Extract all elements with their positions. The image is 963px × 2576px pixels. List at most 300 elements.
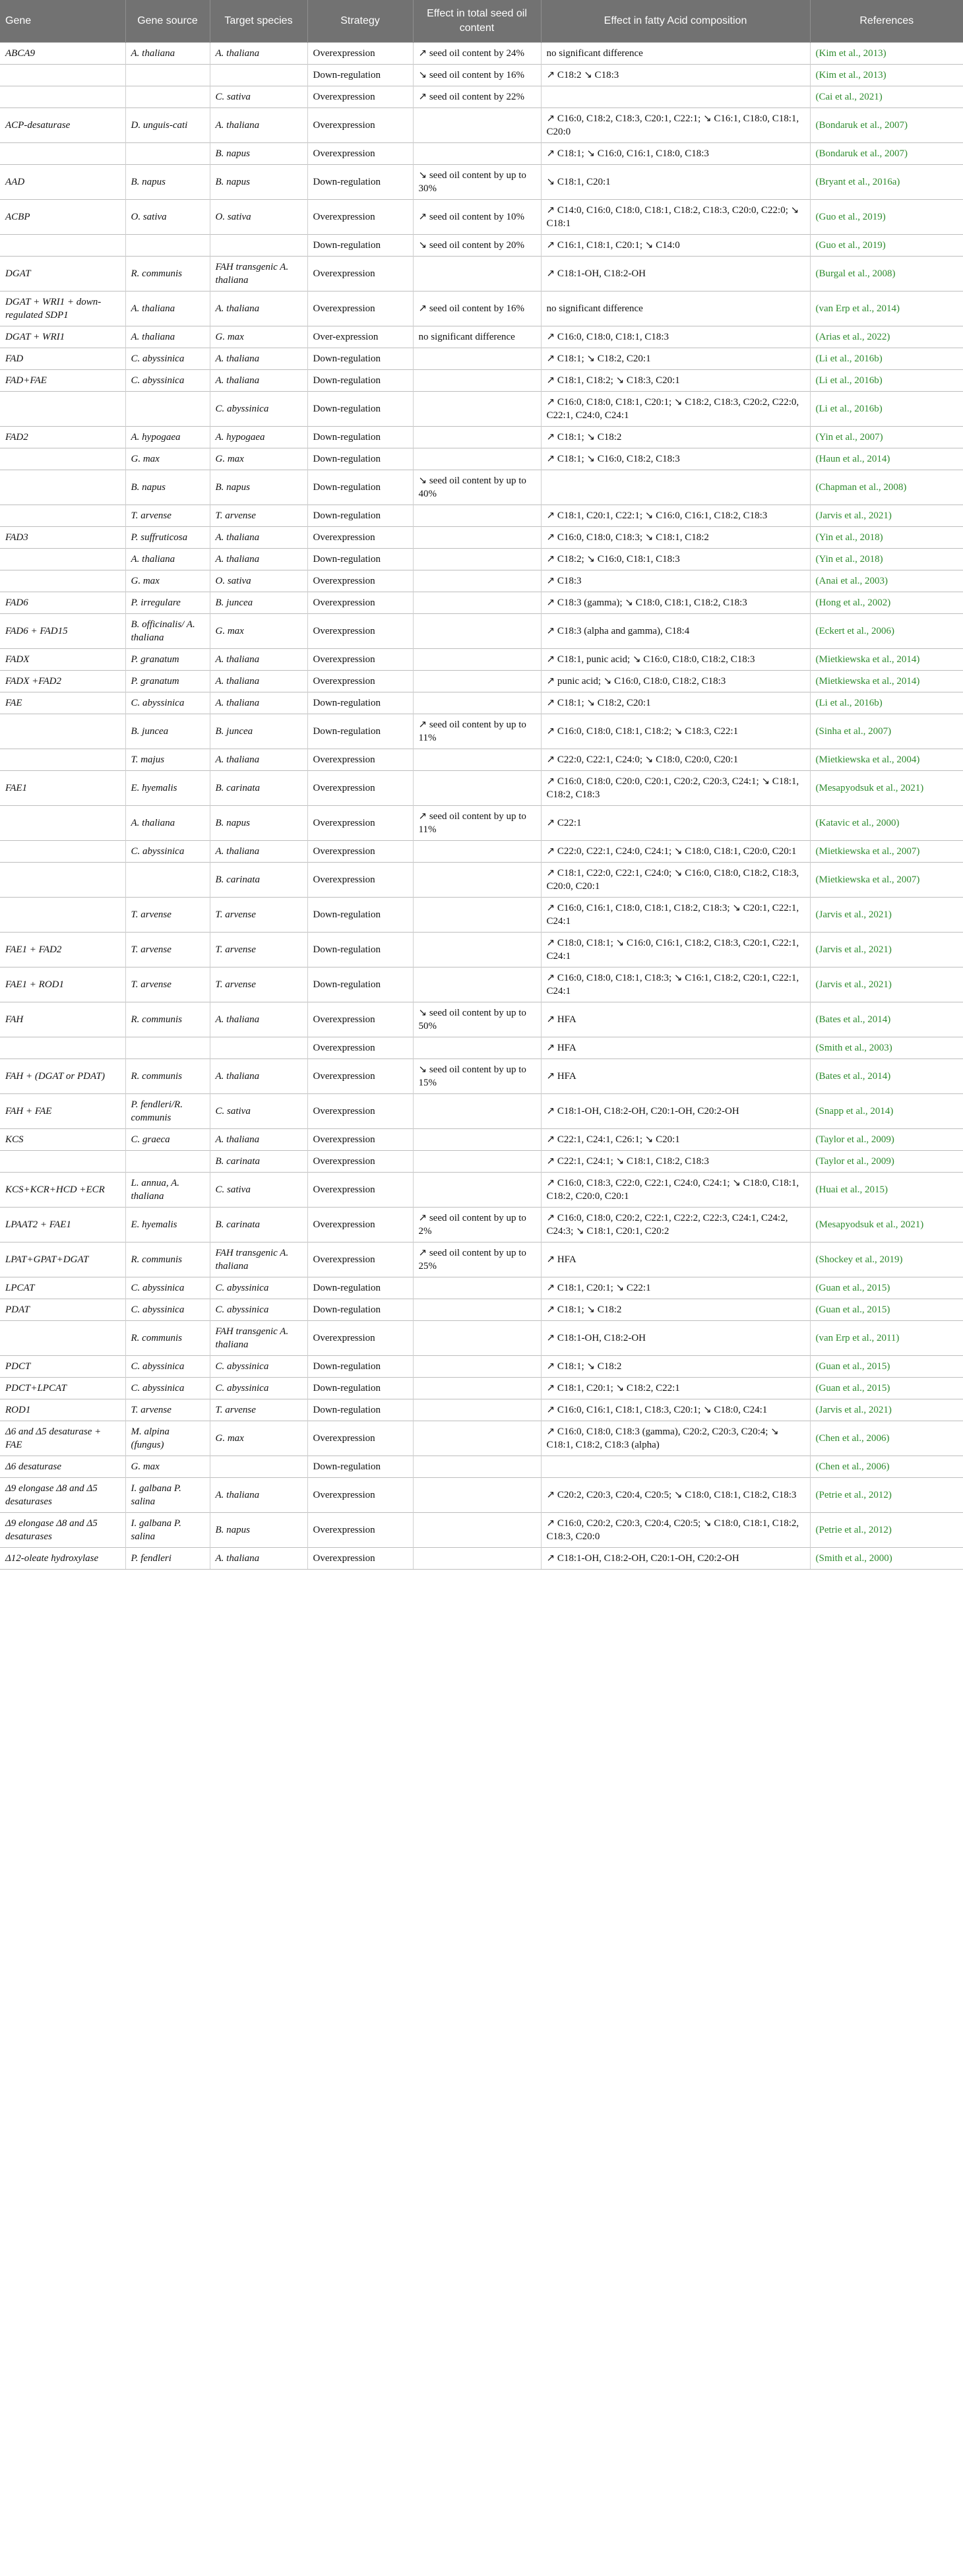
target-species-cell: T. arvense — [210, 505, 307, 527]
gene-source-cell: A. hypogaea — [125, 427, 210, 448]
gene-source-cell: C. abyssinica — [125, 1299, 210, 1321]
reference-cell[interactable]: (Li et al., 2016b) — [810, 392, 963, 427]
fatty-acid-cell: ↗ C18:3 (gamma); ↘ C18:0, C18:1, C18:2, C18:3 — [541, 592, 810, 614]
strategy-cell: Down-regulation — [307, 898, 413, 933]
target-species-cell: A. thaliana — [210, 108, 307, 143]
reference-cell[interactable]: (Bates et al., 2014) — [810, 1002, 963, 1037]
reference-cell[interactable]: (Mietkiewska et al., 2007) — [810, 863, 963, 898]
target-species-cell: A. thaliana — [210, 671, 307, 692]
gene-cell: ROD1 — [0, 1399, 125, 1421]
reference-cell[interactable]: (Jarvis et al., 2021) — [810, 1399, 963, 1421]
strategy-cell: Overexpression — [307, 649, 413, 671]
oil-content-cell — [413, 771, 541, 806]
target-species-cell: T. arvense — [210, 1399, 307, 1421]
reference-cell[interactable]: (Sinha et al., 2007) — [810, 714, 963, 749]
gene-cell: PDCT+LPCAT — [0, 1378, 125, 1399]
reference-cell[interactable]: (Bondaruk et al., 2007) — [810, 143, 963, 165]
gene-cell: FAE1 — [0, 771, 125, 806]
reference-cell[interactable]: (Mietkiewska et al., 2014) — [810, 649, 963, 671]
reference-cell[interactable]: (Anai et al., 2003) — [810, 570, 963, 592]
table-row — [0, 967, 963, 1002]
reference-cell[interactable]: (Guo et al., 2019) — [810, 235, 963, 257]
target-species-cell: B. napus — [210, 1513, 307, 1548]
table-row — [0, 505, 963, 527]
target-species-cell: B. napus — [210, 470, 307, 505]
target-species-cell: A. thaliana — [210, 1478, 307, 1513]
gene-source-cell: B. napus — [125, 470, 210, 505]
gene-cell: PDAT — [0, 1299, 125, 1321]
fatty-acid-cell: ↗ C16:0, C20:2, C20:3, C20:4, C20:5; ↘ C18:0, C18:1, C18:2, C18:3, C20:0 — [541, 1513, 810, 1548]
header-oil-content: Effect in total seed oil content — [413, 0, 541, 43]
strategy-cell: Overexpression — [307, 1037, 413, 1059]
gene-cell: Δ9 elongase Δ8 and Δ5 desaturases — [0, 1513, 125, 1548]
target-species-cell: A. hypogaea — [210, 427, 307, 448]
strategy-cell: Down-regulation — [307, 370, 413, 392]
target-species-cell: A. thaliana — [210, 749, 307, 771]
oil-content-cell — [413, 549, 541, 570]
gene-source-cell: A. thaliana — [125, 806, 210, 841]
table-row — [0, 165, 963, 200]
reference-cell[interactable]: (Mietkiewska et al., 2004) — [810, 749, 963, 771]
reference-cell[interactable]: (Guo et al., 2019) — [810, 200, 963, 235]
gene-cell: FAD — [0, 348, 125, 370]
table-row — [0, 614, 963, 649]
reference-cell[interactable]: (Jarvis et al., 2021) — [810, 967, 963, 1002]
gene-source-cell: B. juncea — [125, 714, 210, 749]
fatty-acid-cell: ↗ C18:3 (alpha and gamma), C18:4 — [541, 614, 810, 649]
reference-cell[interactable]: (Shockey et al., 2019) — [810, 1242, 963, 1277]
reference-cell[interactable]: (Yin et al., 2018) — [810, 527, 963, 549]
reference-cell[interactable]: (Smith et al., 2000) — [810, 1548, 963, 1570]
gene-source-cell: L. annua, A. thaliana — [125, 1173, 210, 1208]
gene-cell: Δ6 desaturase — [0, 1456, 125, 1478]
strategy-cell: Down-regulation — [307, 1399, 413, 1421]
table-row — [0, 714, 963, 749]
fatty-acid-cell: ↗ C18:1, punic acid; ↘ C16:0, C18:0, C18:2, C18:3 — [541, 649, 810, 671]
oil-content-cell — [413, 1299, 541, 1321]
oil-content-cell — [413, 1321, 541, 1356]
gene-cell: Δ12-oleate hydroxylase — [0, 1548, 125, 1570]
table-row — [0, 200, 963, 235]
gene-cell: DGAT + WRI1 — [0, 326, 125, 348]
oil-content-cell — [413, 143, 541, 165]
gene-source-cell: G. max — [125, 570, 210, 592]
reference-cell[interactable]: (Haun et al., 2014) — [810, 448, 963, 470]
oil-content-cell — [413, 898, 541, 933]
gene-source-cell: G. max — [125, 1456, 210, 1478]
gene-source-cell: C. graeca — [125, 1129, 210, 1151]
table-row — [0, 692, 963, 714]
reference-cell[interactable]: (Guan et al., 2015) — [810, 1277, 963, 1299]
reference-cell[interactable]: (Guan et al., 2015) — [810, 1299, 963, 1321]
strategy-cell: Overexpression — [307, 43, 413, 65]
strategy-cell: Overexpression — [307, 1129, 413, 1151]
oil-content-cell — [413, 1173, 541, 1208]
gene-source-cell: E. hyemalis — [125, 1208, 210, 1242]
target-species-cell: T. arvense — [210, 967, 307, 1002]
gene-source-cell — [125, 235, 210, 257]
gene-cell: LPAT+GPAT+DGAT — [0, 1242, 125, 1277]
fatty-acid-cell: ↗ C18:1, C22:0, C22:1, C24:0; ↘ C16:0, C18:0, C18:2, C18:3, C20:0, C20:1 — [541, 863, 810, 898]
gene-cell: FAD+FAE — [0, 370, 125, 392]
oil-content-cell — [413, 1421, 541, 1456]
gene-cell: FAH + FAE — [0, 1094, 125, 1129]
oil-content-cell — [413, 614, 541, 649]
oil-content-cell — [413, 257, 541, 291]
target-species-cell: T. arvense — [210, 898, 307, 933]
gene-source-cell: T. arvense — [125, 933, 210, 967]
table-row — [0, 1548, 963, 1570]
strategy-cell: Overexpression — [307, 806, 413, 841]
fatty-acid-cell: ↗ C16:0, C18:0, C20:2, C22:1, C22:2, C22:3, C24:1, C24:2, C24:3; ↘ C18:1, C20:1, C20:2 — [541, 1208, 810, 1242]
strategy-cell: Overexpression — [307, 143, 413, 165]
reference-cell[interactable]: (Bates et al., 2014) — [810, 1059, 963, 1094]
target-species-cell: FAH transgenic A. thaliana — [210, 257, 307, 291]
gene-source-cell: O. sativa — [125, 200, 210, 235]
table-row — [0, 1378, 963, 1399]
reference-cell[interactable]: (Yin et al., 2007) — [810, 427, 963, 448]
target-species-cell: B. carinata — [210, 1151, 307, 1173]
reference-cell[interactable]: (Mesapyodsuk et al., 2021) — [810, 1208, 963, 1242]
reference-cell[interactable]: (Li et al., 2016b) — [810, 370, 963, 392]
target-species-cell: A. thaliana — [210, 1129, 307, 1151]
target-species-cell: A. thaliana — [210, 1002, 307, 1037]
reference-cell[interactable]: (Hong et al., 2002) — [810, 592, 963, 614]
strategy-cell: Down-regulation — [307, 1277, 413, 1299]
oil-content-cell: ↘ seed oil content by 20% — [413, 235, 541, 257]
target-species-cell: B. carinata — [210, 771, 307, 806]
reference-cell[interactable]: (Eckert et al., 2006) — [810, 614, 963, 649]
reference-cell[interactable]: (Burgal et al., 2008) — [810, 257, 963, 291]
gene-source-cell: T. arvense — [125, 967, 210, 1002]
strategy-cell: Overexpression — [307, 291, 413, 326]
strategy-cell: Overexpression — [307, 771, 413, 806]
reference-cell[interactable]: (Guan et al., 2015) — [810, 1378, 963, 1399]
target-species-cell: C. abyssinica — [210, 1356, 307, 1378]
gene-source-cell: A. thaliana — [125, 549, 210, 570]
table-row — [0, 1037, 963, 1059]
gene-cell — [0, 448, 125, 470]
target-species-cell: T. arvense — [210, 933, 307, 967]
gene-source-cell: B. napus — [125, 165, 210, 200]
target-species-cell: C. sativa — [210, 1173, 307, 1208]
strategy-cell: Down-regulation — [307, 348, 413, 370]
gene-source-cell — [125, 392, 210, 427]
oil-content-cell: no significant difference — [413, 326, 541, 348]
gene-source-cell: C. abyssinica — [125, 1356, 210, 1378]
gene-cell — [0, 143, 125, 165]
oil-content-cell — [413, 649, 541, 671]
reference-cell[interactable]: (Jarvis et al., 2021) — [810, 933, 963, 967]
oil-content-cell — [413, 863, 541, 898]
reference-cell[interactable]: (Petrie et al., 2012) — [810, 1513, 963, 1548]
oil-content-cell — [413, 692, 541, 714]
strategy-cell: Overexpression — [307, 200, 413, 235]
gene-source-cell — [125, 143, 210, 165]
reference-cell[interactable]: (Arias et al., 2022) — [810, 326, 963, 348]
table-row — [0, 291, 963, 326]
gene-cell — [0, 235, 125, 257]
reference-cell[interactable]: (Huai et al., 2015) — [810, 1173, 963, 1208]
strategy-cell: Down-regulation — [307, 470, 413, 505]
oil-content-cell: ↘ seed oil content by up to 50% — [413, 1002, 541, 1037]
gene-cell — [0, 1151, 125, 1173]
gene-source-cell: M. alpina (fungus) — [125, 1421, 210, 1456]
gene-source-cell — [125, 86, 210, 108]
fatty-acid-cell: ↗ C18:1; ↘ C18:2, C20:1 — [541, 692, 810, 714]
gene-source-cell: P. fendleri/R. communis — [125, 1094, 210, 1129]
gene-cell: FAH + (DGAT or PDAT) — [0, 1059, 125, 1094]
reference-cell[interactable]: (Mietkiewska et al., 2014) — [810, 671, 963, 692]
fatty-acid-cell: ↗ C18:1; ↘ C18:2 — [541, 427, 810, 448]
target-species-cell: A. thaliana — [210, 841, 307, 863]
table-row — [0, 257, 963, 291]
gene-cell: FAD3 — [0, 527, 125, 549]
fatty-acid-cell: ↗ HFA — [541, 1242, 810, 1277]
gene-source-cell: T. arvense — [125, 1399, 210, 1421]
strategy-cell: Overexpression — [307, 1548, 413, 1570]
strategy-cell: Overexpression — [307, 1173, 413, 1208]
oil-content-cell: ↗ seed oil content by 10% — [413, 200, 541, 235]
table-row — [0, 527, 963, 549]
table-row — [0, 43, 963, 65]
table-row — [0, 1299, 963, 1321]
reference-cell[interactable]: (Bondaruk et al., 2007) — [810, 108, 963, 143]
header-strategy: Strategy — [307, 0, 413, 43]
fatty-acid-cell: ↗ C16:0, C18:0, C18:1, C20:1; ↘ C18:2, C18:3, C20:2, C22:0, C22:1, C24:0, C24:1 — [541, 392, 810, 427]
gene-source-cell — [125, 65, 210, 86]
target-species-cell: A. thaliana — [210, 348, 307, 370]
table-row — [0, 549, 963, 570]
fatty-acid-cell: ↗ C22:1, C24:1, C26:1; ↘ C20:1 — [541, 1129, 810, 1151]
fatty-acid-cell: ↘ C18:1, C20:1 — [541, 165, 810, 200]
reference-cell[interactable]: (Katavic et al., 2000) — [810, 806, 963, 841]
gene-cell: FAE1 + FAD2 — [0, 933, 125, 967]
reference-cell[interactable]: (Jarvis et al., 2021) — [810, 505, 963, 527]
fatty-acid-cell: ↗ C18:1; ↘ C16:0, C18:2, C18:3 — [541, 448, 810, 470]
gene-cell: DGAT + WRI1 + down-regulated SDP1 — [0, 291, 125, 326]
target-species-cell: C. abyssinica — [210, 1378, 307, 1399]
strategy-cell: Over-expression — [307, 326, 413, 348]
table-row — [0, 108, 963, 143]
oil-content-cell: ↘ seed oil content by up to 30% — [413, 165, 541, 200]
fatty-acid-cell: ↗ C16:0, C18:0, C18:3; ↘ C18:1, C18:2 — [541, 527, 810, 549]
gene-cell: LPAAT2 + FAE1 — [0, 1208, 125, 1242]
target-species-cell: A. thaliana — [210, 370, 307, 392]
table-row — [0, 1094, 963, 1129]
gene-cell — [0, 1321, 125, 1356]
reference-cell[interactable]: (Mesapyodsuk et al., 2021) — [810, 771, 963, 806]
gene-source-cell: P. fendleri — [125, 1548, 210, 1570]
gene-cell: Δ6 and Δ5 desaturase + FAE — [0, 1421, 125, 1456]
reference-cell[interactable]: (Guan et al., 2015) — [810, 1356, 963, 1378]
gene-cell: FAE1 + ROD1 — [0, 967, 125, 1002]
reference-cell[interactable]: (Petrie et al., 2012) — [810, 1478, 963, 1513]
target-species-cell — [210, 235, 307, 257]
fatty-acid-cell: ↗ punic acid; ↘ C16:0, C18:0, C18:2, C18:3 — [541, 671, 810, 692]
table-row — [0, 86, 963, 108]
strategy-cell: Overexpression — [307, 1208, 413, 1242]
strategy-cell: Down-regulation — [307, 448, 413, 470]
strategy-cell: Overexpression — [307, 749, 413, 771]
strategy-cell: Down-regulation — [307, 65, 413, 86]
table-row — [0, 649, 963, 671]
gene-cell — [0, 863, 125, 898]
target-species-cell: A. thaliana — [210, 1059, 307, 1094]
oil-content-cell — [413, 1548, 541, 1570]
gene-source-cell: R. communis — [125, 1002, 210, 1037]
table-row — [0, 235, 963, 257]
reference-cell[interactable]: (Bryant et al., 2016a) — [810, 165, 963, 200]
strategy-cell: Overexpression — [307, 1002, 413, 1037]
oil-content-cell — [413, 1277, 541, 1299]
reference-cell[interactable]: (Kim et al., 2013) — [810, 43, 963, 65]
table-row — [0, 427, 963, 448]
fatty-acid-cell: ↗ C16:0, C18:0, C20:0, C20:1, C20:2, C20:3, C24:1; ↘ C18:1, C18:2, C18:3 — [541, 771, 810, 806]
table-row — [0, 749, 963, 771]
reference-cell[interactable]: (Snapp et al., 2014) — [810, 1094, 963, 1129]
strategy-cell: Overexpression — [307, 1321, 413, 1356]
table-row — [0, 1421, 963, 1456]
strategy-cell: Overexpression — [307, 614, 413, 649]
gene-source-cell: C. abyssinica — [125, 692, 210, 714]
table-row — [0, 1173, 963, 1208]
oil-content-cell — [413, 505, 541, 527]
reference-cell[interactable]: (Taylor et al., 2009) — [810, 1129, 963, 1151]
table-header — [0, 0, 963, 43]
target-species-cell: G. max — [210, 326, 307, 348]
header-gene-source: Gene source — [125, 0, 210, 43]
fatty-acid-cell: ↗ HFA — [541, 1002, 810, 1037]
oil-content-cell — [413, 108, 541, 143]
gene-cell: FAH — [0, 1002, 125, 1037]
gene-source-cell: P. suffruticosa — [125, 527, 210, 549]
target-species-cell: A. thaliana — [210, 43, 307, 65]
target-species-cell: B. napus — [210, 165, 307, 200]
target-species-cell — [210, 65, 307, 86]
strategy-cell: Down-regulation — [307, 1456, 413, 1478]
reference-cell[interactable]: (Chen et al., 2006) — [810, 1421, 963, 1456]
reference-cell[interactable]: (Taylor et al., 2009) — [810, 1151, 963, 1173]
oil-content-cell: ↘ seed oil content by up to 15% — [413, 1059, 541, 1094]
strategy-cell: Overexpression — [307, 671, 413, 692]
fatty-acid-cell: ↗ C18:1-OH, C18:2-OH — [541, 1321, 810, 1356]
oil-content-cell — [413, 841, 541, 863]
gene-cell — [0, 806, 125, 841]
fatty-acid-cell: ↗ C18:0, C18:1; ↘ C16:0, C16:1, C18:2, C18:3, C20:1, C22:1, C24:1 — [541, 933, 810, 967]
gene-cell: FADX +FAD2 — [0, 671, 125, 692]
fatty-acid-cell: ↗ C22:1, C24:1; ↘ C18:1, C18:2, C18:3 — [541, 1151, 810, 1173]
table-row — [0, 671, 963, 692]
fatty-acid-cell — [541, 86, 810, 108]
oil-content-cell — [413, 1513, 541, 1548]
gene-cell — [0, 898, 125, 933]
gene-cell: Δ9 elongase Δ8 and Δ5 desaturases — [0, 1478, 125, 1513]
gene-cell: DGAT — [0, 257, 125, 291]
table-row — [0, 448, 963, 470]
fatty-acid-cell: ↗ C18:2; ↘ C16:0, C18:1, C18:3 — [541, 549, 810, 570]
target-species-cell: FAH transgenic A. thaliana — [210, 1242, 307, 1277]
reference-cell[interactable]: (Mietkiewska et al., 2007) — [810, 841, 963, 863]
table-row — [0, 592, 963, 614]
strategy-cell: Down-regulation — [307, 933, 413, 967]
gene-source-cell: R. communis — [125, 1059, 210, 1094]
table-row — [0, 1151, 963, 1173]
gene-cell — [0, 86, 125, 108]
target-species-cell: C. abyssinica — [210, 1277, 307, 1299]
table-row — [0, 1059, 963, 1094]
fatty-acid-cell: ↗ C16:0, C18:0, C18:1, C18:2; ↘ C18:3, C22:1 — [541, 714, 810, 749]
strategy-cell: Down-regulation — [307, 505, 413, 527]
strategy-cell: Down-regulation — [307, 1299, 413, 1321]
table-row — [0, 1356, 963, 1378]
reference-cell[interactable]: (Kim et al., 2013) — [810, 65, 963, 86]
fatty-acid-cell: ↗ C18:1-OH, C18:2-OH, C20:1-OH, C20:2-OH — [541, 1094, 810, 1129]
fatty-acid-cell: ↗ C18:1; ↘ C18:2 — [541, 1299, 810, 1321]
fatty-acid-cell: ↗ C16:0, C16:1, C18:0, C18:1, C18:2, C18:3; ↘ C20:1, C22:1, C24:1 — [541, 898, 810, 933]
fatty-acid-cell: ↗ C20:2, C20:3, C20:4, C20:5; ↘ C18:0, C18:1, C18:2, C18:3 — [541, 1478, 810, 1513]
gene-cell: FADX — [0, 649, 125, 671]
table-row — [0, 348, 963, 370]
gene-source-cell: E. hyemalis — [125, 771, 210, 806]
target-species-cell: C. abyssinica — [210, 392, 307, 427]
strategy-cell: Overexpression — [307, 863, 413, 898]
table-row — [0, 143, 963, 165]
reference-cell[interactable]: (Li et al., 2016b) — [810, 348, 963, 370]
gene-cell — [0, 505, 125, 527]
gene-source-cell: P. irregulare — [125, 592, 210, 614]
fatty-acid-cell: ↗ C18:3 — [541, 570, 810, 592]
reference-cell[interactable]: (Li et al., 2016b) — [810, 692, 963, 714]
reference-cell[interactable]: (Chapman et al., 2008) — [810, 470, 963, 505]
table-row — [0, 570, 963, 592]
oil-content-cell — [413, 749, 541, 771]
reference-cell[interactable]: (van Erp et al., 2014) — [810, 291, 963, 326]
reference-cell[interactable]: (Smith et al., 2003) — [810, 1037, 963, 1059]
table-row — [0, 65, 963, 86]
target-species-cell: B. napus — [210, 806, 307, 841]
strategy-cell: Overexpression — [307, 570, 413, 592]
fatty-acid-cell: ↗ C18:1; ↘ C18:2 — [541, 1356, 810, 1378]
gene-cell: FAD6 — [0, 592, 125, 614]
reference-cell[interactable]: (Chen et al., 2006) — [810, 1456, 963, 1478]
fatty-acid-cell: ↗ C16:0, C16:1, C18:1, C18:3, C20:1; ↘ C18:0, C24:1 — [541, 1399, 810, 1421]
target-species-cell: B. carinata — [210, 863, 307, 898]
fatty-acid-cell: ↗ C22:0, C22:1, C24:0; ↘ C18:0, C20:0, C20:1 — [541, 749, 810, 771]
table-row — [0, 1456, 963, 1478]
gene-cell: ACBP — [0, 200, 125, 235]
gene-cell — [0, 549, 125, 570]
table-row — [0, 1129, 963, 1151]
reference-cell[interactable]: (van Erp et al., 2011) — [810, 1321, 963, 1356]
gene-source-cell: R. communis — [125, 257, 210, 291]
target-species-cell: A. thaliana — [210, 527, 307, 549]
oil-content-cell: ↗ seed oil content by up to 2% — [413, 1208, 541, 1242]
reference-cell[interactable]: (Jarvis et al., 2021) — [810, 898, 963, 933]
gene-source-cell: C. abyssinica — [125, 1277, 210, 1299]
oil-content-cell — [413, 370, 541, 392]
strategy-cell: Overexpression — [307, 527, 413, 549]
gene-cell: FAD6 + FAD15 — [0, 614, 125, 649]
oil-content-cell — [413, 1129, 541, 1151]
reference-cell[interactable]: (Cai et al., 2021) — [810, 86, 963, 108]
fatty-acid-cell: ↗ C16:0, C18:0, C18:3 (gamma), C20:2, C20:3, C20:4; ↘ C18:1, C18:2, C18:3 (alpha) — [541, 1421, 810, 1456]
reference-cell[interactable]: (Yin et al., 2018) — [810, 549, 963, 570]
gene-source-cell: P. granatum — [125, 671, 210, 692]
table-row — [0, 933, 963, 967]
target-species-cell: C. abyssinica — [210, 1299, 307, 1321]
oil-content-cell — [413, 1094, 541, 1129]
